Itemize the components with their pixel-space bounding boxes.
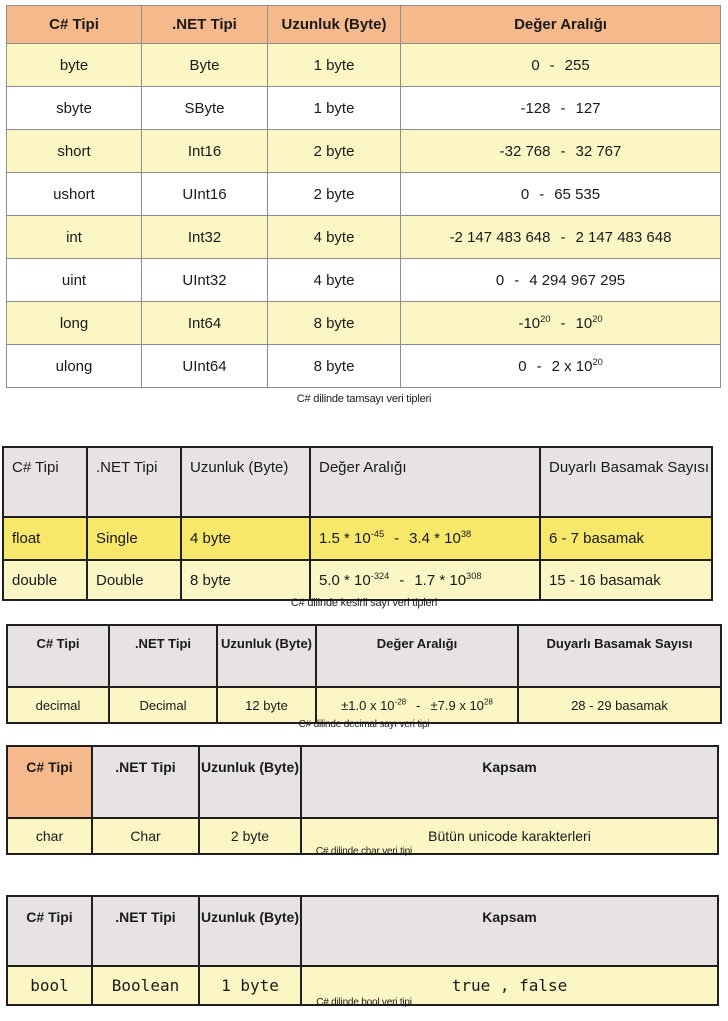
header-cell: .NET Tipi: [142, 6, 268, 44]
range-max-exp: 20: [592, 313, 603, 324]
range-min: -32 768: [499, 142, 551, 160]
cs-type-cell: int: [7, 216, 142, 259]
char-table-caption: C# dilinde char veri tipi: [315, 846, 413, 857]
table-row: [7, 130, 721, 173]
range-min: 0: [518, 357, 527, 375]
range-max-exp: 308: [466, 570, 482, 581]
table-header-row: [7, 6, 721, 44]
integer-table-caption: C# dilinde tamsayı veri tipleri: [296, 393, 432, 405]
range-min-exp: -324: [370, 570, 390, 581]
range-cell: 0 - 65 535: [401, 173, 721, 216]
header-cell: Uzunluk (Byte): [217, 625, 316, 687]
cs-type-cell: short: [7, 130, 142, 173]
scope-cell: true , false: [301, 966, 718, 1005]
length-cell: 2 byte: [268, 130, 401, 173]
range-max-base: 3.4 * 10: [409, 530, 461, 547]
range-min: 0: [495, 271, 505, 289]
length-cell: 4 byte: [268, 216, 401, 259]
header-cell: Duyarlı Basamak Sayısı: [518, 625, 721, 687]
length-cell: 2 byte: [268, 173, 401, 216]
table-row: [7, 687, 721, 723]
cs-type-cell: byte: [7, 44, 142, 87]
range-max-exp: 20: [592, 356, 603, 367]
range-max: 32 767: [575, 142, 622, 160]
range-cell: 0 - 255: [401, 44, 721, 87]
header-cell: .NET Tipi: [92, 896, 199, 966]
net-type-cell: Boolean: [92, 966, 199, 1005]
length-cell: 1 byte: [268, 87, 401, 130]
range-cell: $5.0 * 10^{-324} - 1.7 * 10^{308}$: [310, 560, 540, 600]
table-header-row: [7, 746, 718, 818]
net-type-cell: Double: [87, 560, 181, 600]
range-min: 0: [531, 56, 540, 74]
range-cell: 0 - 2 x $10^{20}$: [401, 345, 721, 388]
header-cell: Değer Aralığı: [316, 625, 518, 687]
cs-type-cell: decimal: [7, 687, 109, 723]
range-max-exp: 28: [483, 697, 493, 707]
range-max: 65 535: [554, 185, 601, 203]
table-row: [3, 517, 712, 560]
header-cell: C# Tipi: [7, 746, 92, 818]
range-min-base: -10: [518, 314, 541, 332]
range-max-base: ±7.9 x 10: [430, 697, 484, 713]
table-header-row: [7, 896, 718, 966]
net-type-cell: Int16: [142, 130, 268, 173]
header-cell: Kapsam: [301, 896, 718, 966]
net-type-cell: Byte: [142, 44, 268, 87]
range-cell: -128 - 127: [401, 87, 721, 130]
header-cell: Değer Aralığı: [310, 447, 540, 517]
header-cell: Uzunluk (Byte): [199, 896, 301, 966]
range-min: 0: [520, 185, 530, 203]
table-row: [7, 173, 721, 216]
cs-type-cell: float: [3, 517, 87, 560]
header-cell: Uzunluk (Byte): [199, 746, 301, 818]
header-cell: .NET Tipi: [87, 447, 181, 517]
net-type-cell: UInt16: [142, 173, 268, 216]
net-type-cell: Char: [92, 818, 199, 854]
cs-type-cell: long: [7, 302, 142, 345]
integer-types-table: [6, 5, 721, 388]
net-type-cell: Int64: [142, 302, 268, 345]
cs-type-cell: ulong: [7, 345, 142, 388]
range-min-base: 5.0 * 10: [319, 571, 371, 589]
table-header-row: [7, 625, 721, 687]
digits-cell: 28 - 29 basamak: [518, 687, 721, 723]
range-min-exp: -28: [394, 697, 407, 707]
header-cell: Kapsam: [301, 746, 718, 818]
net-type-cell: SByte: [142, 87, 268, 130]
length-cell: 4 byte: [268, 259, 401, 302]
cs-type-cell: char: [7, 818, 92, 854]
range-cell: 0 - 4 294 967 295: [401, 259, 721, 302]
decimal-type-table: [6, 624, 722, 724]
float-table-caption: C# dilinde kesirli sayı veri tipleri: [290, 597, 438, 609]
table-row: [7, 216, 721, 259]
header-cell: Duyarlı Basamak Sayısı: [540, 447, 712, 517]
header-cell: Değer Aralığı: [401, 6, 721, 44]
length-cell: 8 byte: [268, 302, 401, 345]
decimal-table-caption: C# dilinde decimal sayı veri tipi: [298, 719, 430, 730]
range-max-base: 2 x 10: [551, 357, 593, 375]
net-type-cell: UInt64: [142, 345, 268, 388]
header-cell: C# Tipi: [7, 896, 92, 966]
range-cell: $-10^{20} - 10^{20}$: [401, 302, 721, 345]
length-cell: 2 byte: [199, 818, 301, 854]
header-cell: C# Tipi: [7, 625, 109, 687]
range-max: 127: [575, 99, 601, 117]
bool-table-caption: C# dilinde bool veri tipi: [316, 997, 412, 1008]
cs-type-cell: double: [3, 560, 87, 600]
cs-type-cell: uint: [7, 259, 142, 302]
length-cell: 12 byte: [217, 687, 316, 723]
net-type-cell: Int32: [142, 216, 268, 259]
length-cell: 8 byte: [268, 345, 401, 388]
range-min: -128: [520, 99, 551, 117]
range-min-base: 1.5 * 10: [319, 530, 371, 547]
range-min-base: ±1.0 x 10: [341, 697, 395, 713]
length-cell: 8 byte: [181, 560, 310, 600]
range-max: 2 147 483 648: [575, 228, 672, 246]
table-row: [7, 302, 721, 345]
cs-type-cell: bool: [7, 966, 92, 1005]
net-type-cell: UInt32: [142, 259, 268, 302]
range-min-exp: -45: [370, 529, 385, 539]
header-cell: C# Tipi: [3, 447, 87, 517]
float-types-table: [2, 446, 713, 601]
cs-type-cell: sbyte: [7, 87, 142, 130]
length-cell: 1 byte: [268, 44, 401, 87]
range-max-base: 1.7 * 10: [414, 571, 467, 589]
table-header-row: [3, 447, 712, 517]
table-row: [7, 345, 721, 388]
header-cell: .NET Tipi: [109, 625, 217, 687]
bool-type-table: [6, 895, 719, 1006]
net-type-cell: Decimal: [109, 687, 217, 723]
range-min: -2 147 483 648: [449, 228, 551, 246]
range-cell: -2 147 483 648 - 2 147 483 648: [401, 216, 721, 259]
header-cell: C# Tipi: [7, 6, 142, 44]
range-max: 255: [564, 56, 590, 74]
header-cell: Uzunluk (Byte): [268, 6, 401, 44]
range-min-exp: 20: [540, 313, 551, 324]
header-cell: Uzunluk (Byte): [181, 447, 310, 517]
range-cell: $1.5 * 10^{-45} - 3.4 * 10^{38}$: [310, 517, 540, 560]
table-row: [7, 44, 721, 87]
table-row: [7, 259, 721, 302]
range-max: 4 294 967 295: [529, 271, 626, 289]
range-cell: ±1.0 x $10^{-28} - \pm 7.9$ x $10^{28}$: [316, 687, 518, 723]
digits-cell: 15 - 16 basamak: [540, 560, 712, 600]
range-cell: -32 768 - 32 767: [401, 130, 721, 173]
header-cell: .NET Tipi: [92, 746, 199, 818]
range-max-base: 10: [575, 314, 593, 332]
char-type-table: [6, 745, 719, 855]
scope-cell: Bütün unicode karakterleri: [301, 818, 718, 854]
length-cell: 1 byte: [199, 966, 301, 1005]
length-cell: 4 byte: [181, 517, 310, 560]
net-type-cell: Single: [87, 517, 181, 560]
table-row: [3, 560, 712, 600]
digits-cell: 6 - 7 basamak: [540, 517, 712, 560]
cs-type-cell: ushort: [7, 173, 142, 216]
range-max-exp: 38: [460, 529, 472, 539]
table-row: [7, 87, 721, 130]
